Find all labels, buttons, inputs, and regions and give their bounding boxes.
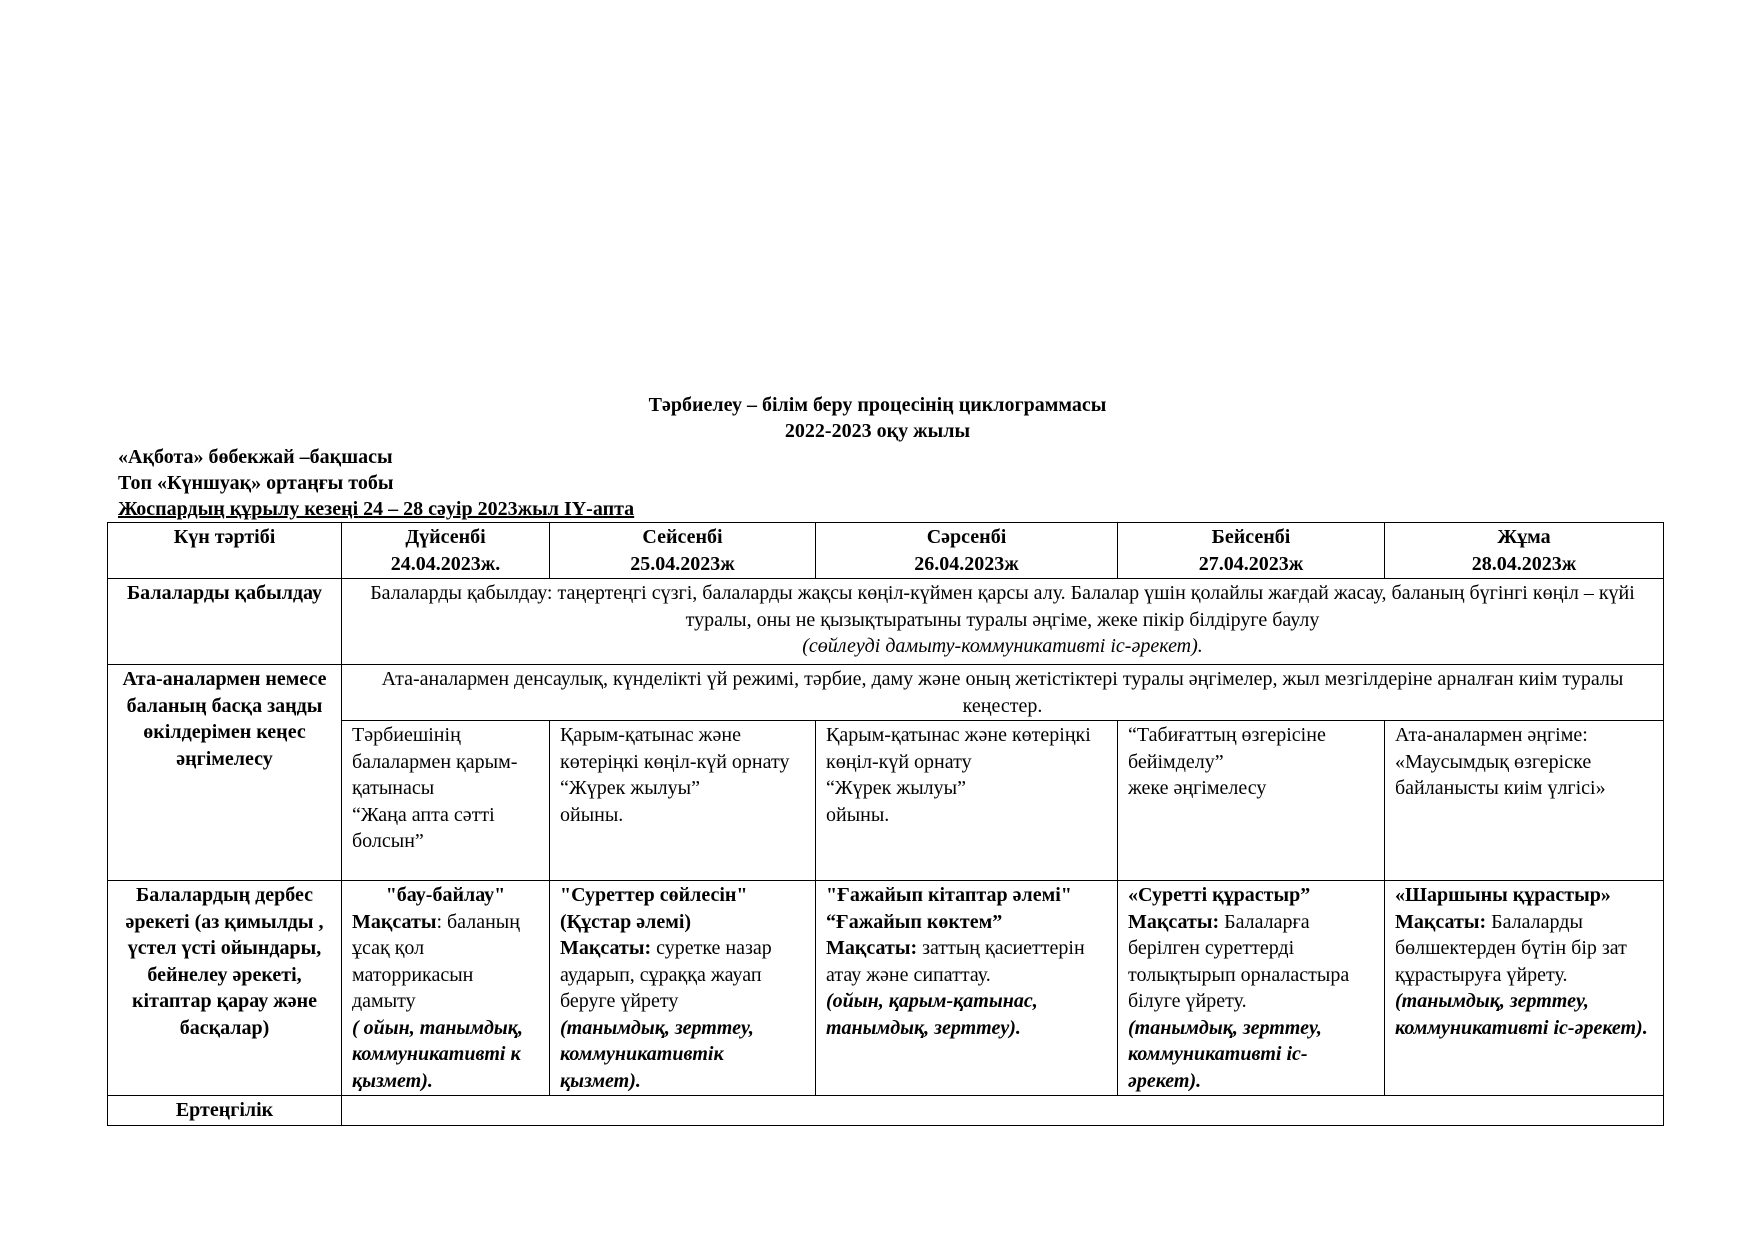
activity-goal — [560, 935, 805, 1015]
reception-text: Балаларды қабылдау: таңертеңгі сүзгі, балаларды жақсы көңіл-күймен қарсы алу. Балалар үшін қолайлы жағдай жасау, баланың бүгінгі көңіл – күйі туралы, оны не қызықтыратыны туралы әңгіме, жеке пікір білдіруге баулу — [370, 582, 1635, 631]
parents-thursday: “Табиғаттың өзгерісіне бейімделу” жеке әңгімелесу — [1118, 721, 1385, 881]
activity-areas: (ойын, қарым-қатынас, танымдық, зерттеу). — [826, 990, 1038, 1039]
header-friday — [1385, 523, 1664, 579]
friday-date: 28.04.2023ж — [1471, 552, 1577, 575]
activity-areas: (танымдық, зерттеу, коммуникативті іс-әрекет). — [1128, 1016, 1322, 1092]
activity-areas: (танымдық, зерттеу, коммуникативтік қызмет). — [560, 1016, 754, 1092]
activity-title: «Шаршыны құрастыр» — [1395, 884, 1611, 906]
cyclogram-table — [107, 522, 1664, 1126]
wednesday-date: 26.04.2023ж — [914, 552, 1019, 575]
reception-label: Балаларды қабылдау — [108, 579, 342, 665]
reception-row — [108, 579, 1664, 665]
activity-title: "бау-байлау" — [385, 884, 506, 906]
tuesday-label: Сейсенбі — [642, 526, 723, 548]
parents-days-row — [108, 721, 1664, 881]
morning-label: Ертеңгілік — [108, 1096, 342, 1126]
tuesday-date: 25.04.2023ж — [630, 552, 735, 575]
reception-content — [342, 579, 1664, 665]
header-row — [108, 523, 1664, 579]
activity-title: "Суреттер сөйлесін" (Құстар әлемі) — [560, 884, 748, 933]
monday-date: 24.04.2023ж. — [390, 552, 501, 575]
goal-label: Мақсаты — [352, 910, 437, 933]
activity-goal — [1128, 909, 1374, 1015]
period-value: 24 – 28 сәуір 2023жыл ІҮ-апта — [358, 498, 635, 520]
independent-label: Балалардың дербес әрекеті (аз қимылды , үстел үсті ойындары, бейнелеу әрекеті, кітаптар қарау және басқалар) — [108, 881, 342, 1096]
parents-friday: Ата-аналармен әңгіме: «Маусымдық өзгеріске байланысты киім үлгісі» — [1385, 721, 1664, 881]
goal-text: Балаларға берілген суреттерді толықтырып орналастыра білуге үйрету. — [1128, 910, 1350, 1012]
independent-thursday — [1118, 881, 1385, 1096]
thursday-date: 27.04.2023ж — [1198, 552, 1304, 575]
kindergarten-name: «Ақбота» бөбекжай –бақшасы — [118, 446, 393, 468]
goal-text: Балаларды бөлшектерден бүтін бір зат құрастыруға үйрету. — [1395, 910, 1627, 986]
independent-wednesday — [816, 881, 1118, 1096]
parents-wednesday: Қарым-қатынас және көтеріңкі көңіл-күй орнату “Жүрек жылуы” ойыны. — [816, 721, 1118, 881]
school-year: 2022-2023 оқу жылы — [784, 420, 971, 442]
goal-text: суретке назар аударып, сұраққа жауап беруге үйрету — [560, 937, 772, 1012]
header-thursday — [1118, 523, 1385, 579]
period-label: Жоспардың құрылу кезеңі — [118, 498, 359, 520]
activity-goal — [826, 935, 1107, 988]
parents-common: Ата-аналармен денсаулық, күнделікті үй режимі, тәрбие, даму және оның жетістіктері туралы әңгімелер, жыл мезгілдеріне арналған киім туралы кеңестер. — [342, 665, 1664, 721]
friday-label: Жұма — [1497, 526, 1551, 548]
independent-tuesday — [550, 881, 816, 1096]
wednesday-label: Сәрсенбі — [926, 526, 1007, 548]
reception-note: (сөйлеуді дамыту-коммуникативті іс-әрекет). — [802, 635, 1203, 657]
parents-monday: Тәрбиешінің балалармен қарым-қатынасы “Жаңа апта сәтті болсын” — [342, 721, 550, 881]
activity-goal — [352, 909, 539, 1015]
activity-areas: (танымдық, зерттеу, коммуникативті іс-әрекет). — [1395, 990, 1648, 1039]
activity-title: "Ғажайып кітаптар әлемі" “Ғажайып көктем” — [826, 884, 1072, 933]
goal-label: Мақсаты: — [826, 937, 918, 959]
morning-row — [108, 1096, 1664, 1126]
goal-label: Мақсаты: — [1128, 910, 1220, 933]
independent-monday — [342, 881, 550, 1096]
activity-title: «Суретті құрастыр” — [1128, 884, 1311, 906]
parents-tuesday: Қарым-қатынас және көтеріңкі көңіл-күй орнату “Жүрек жылуы” ойыны. — [550, 721, 816, 881]
goal-label: Мақсаты: — [1395, 910, 1487, 933]
activity-areas: ( ойын, танымдық, коммуникативті к қызмет). — [352, 1016, 523, 1092]
morning-content — [342, 1096, 1664, 1126]
header-wednesday — [816, 523, 1118, 579]
monday-label: Дүйсенбі — [405, 526, 486, 548]
header-tuesday — [550, 523, 816, 579]
independent-row — [108, 881, 1664, 1096]
header-monday — [342, 523, 550, 579]
parents-label: Ата-аналармен немесе баланың басқа заңды өкілдерімен кеңес әңгімелесу — [108, 665, 342, 881]
goal-text: заттың қасиеттерін атау және сипаттау. — [826, 937, 1085, 986]
planning-period — [118, 496, 634, 522]
document-title: Тәрбиелеу – білім беру процесінің циклограммасы — [648, 394, 1107, 416]
independent-friday — [1385, 881, 1664, 1096]
group-name: Топ «Күншуақ» ортаңғы тобы — [118, 472, 394, 494]
parents-common-row — [108, 665, 1664, 721]
header-schedule-label: Күн тәртібі — [173, 526, 276, 548]
header-schedule — [108, 523, 342, 579]
goal-text: : баланың ұсақ қол маторрикасын дамыту — [352, 910, 520, 1012]
goal-label: Мақсаты: — [560, 937, 652, 959]
activity-goal — [1395, 909, 1653, 989]
thursday-label: Бейсенбі — [1211, 526, 1291, 548]
